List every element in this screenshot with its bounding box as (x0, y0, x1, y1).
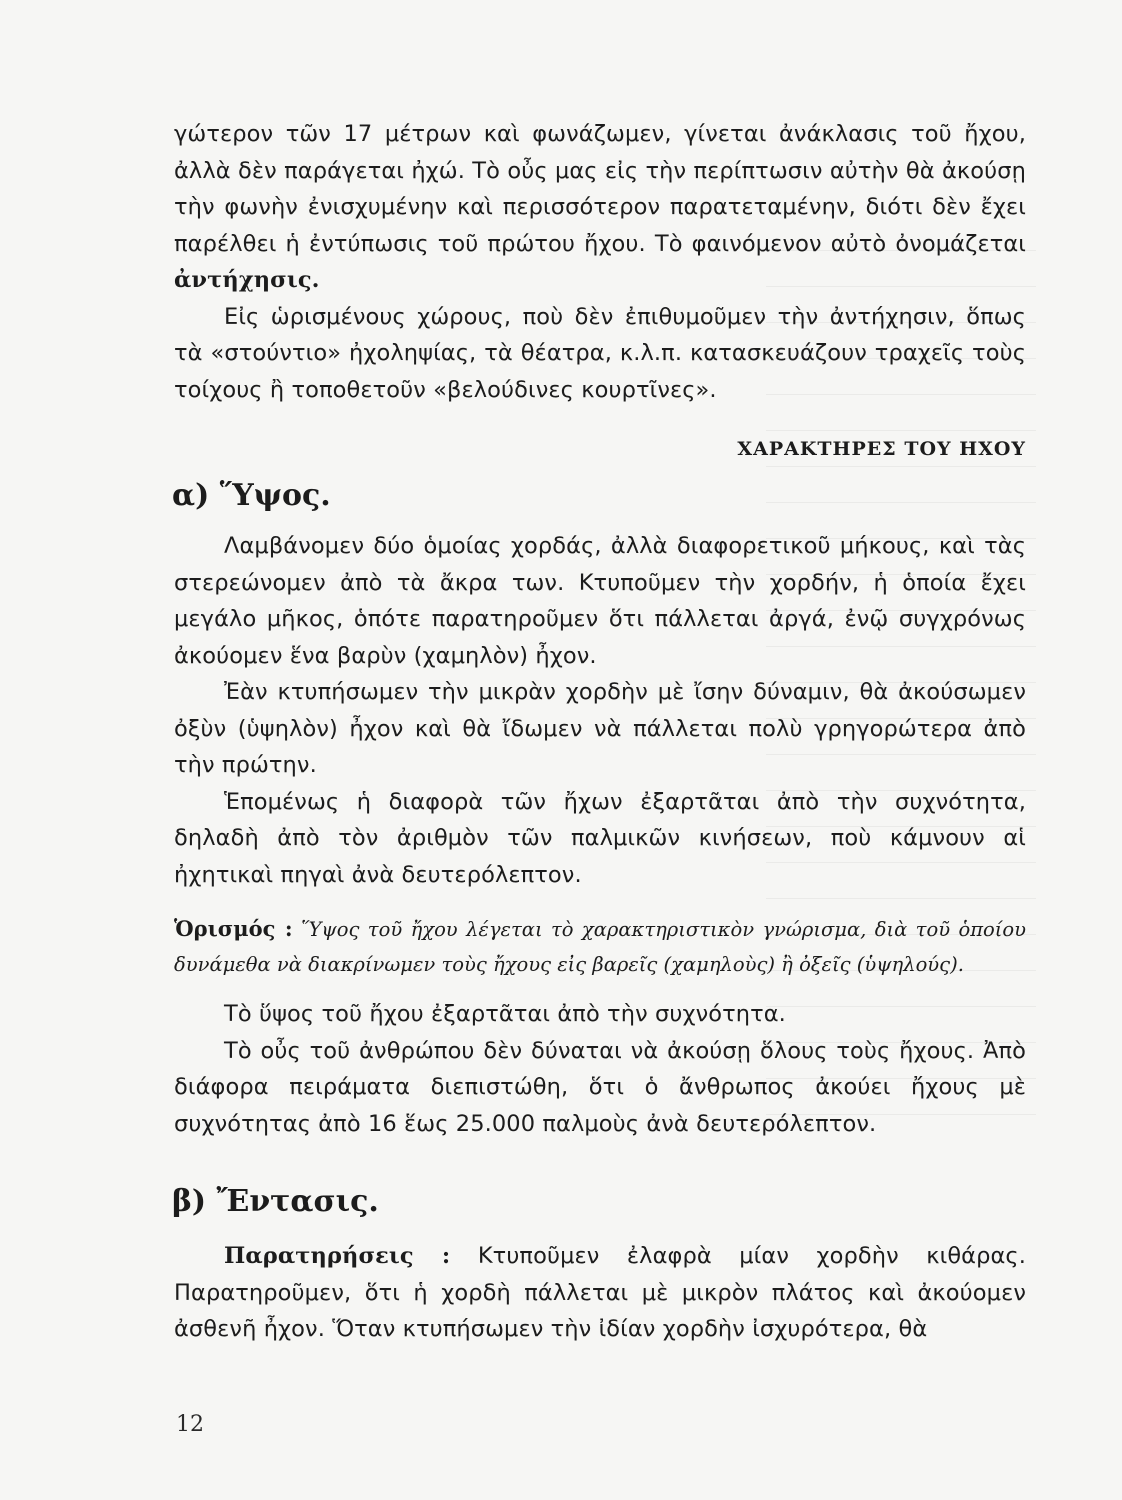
page-number: 12 (176, 1412, 204, 1437)
definition-block (174, 911, 1026, 982)
paragraph-strings-experiment: Λαμβάνομεν δύο ὁμοίας χορδάς, ἀλλὰ διαφορετικοῦ μήκους, καὶ τὰς στερεώνομεν ἀπὸ τὰ ἄκρα των. Κτυποῦμεν τὴν χορδήν, ἡ ὁποία ἔχει μεγάλο μῆκος, ὁπότε παρατηροῦμεν ὅτι πάλλεται ἀργά, ἐνῷ συγχρόνως ἀκούομεν ἕνα βαρὺν (χαμηλὸν) ἦχον. (174, 533, 1026, 669)
paragraph-echo-intro: γώτερον τῶν 17 μέτρων καὶ φωνάζωμεν, γίνεται ἀνάκλασις τοῦ ἤχου, ἀλλὰ δὲν παράγεται ἠχώ. Τὸ οὖς μας εἰς τὴν περίπτωσιν αὐτὴν θὰ ἀκούσῃ τὴν φωνὴν ἐνισχυμένην καὶ περισσότερον παρατεταμένην, διότι δὲν ἔχει παρέλθει ἡ ἐντύπωσις τοῦ πρώτου ἤχου. Τὸ φαινόμενον αὐτὸ ὀνομάζεται ἀντήχησις. (174, 121, 1026, 293)
section-heading-intensity: β) Ἔντασις. (172, 1184, 379, 1219)
paragraph-short-string: Ἐὰν κτυπήσωμεν τὴν μικρὰν χορδὴν μὲ ἴσην δύναμιν, θὰ ἀκούσωμεν ὀξὺν (ὑψηλὸν) ἦχον καὶ θὰ ἴδωμεν νὰ πάλλεται πολὺ γρηγορώτερα ἀπὸ τὴν πρώτην. (174, 679, 1026, 778)
paragraph-frequency: Ἑπομένως ἡ διαφορὰ τῶν ἤχων ἐξαρτᾶται ἀπὸ τὴν συχνότητα, δηλαδὴ ἀπὸ τὸν ἀριθμὸν τῶν παλμικῶν κινήσεων, ποὺ κάμνουν αἱ ἠχητικαὶ πηγαὶ ἀνὰ δευτερόλεπτον. (174, 788, 1026, 888)
observations-label: Παρατηρήσεις : (224, 1243, 451, 1269)
paragraph-hearing-range: Τὸ οὖς τοῦ ἀνθρώπου δὲν δύναται νὰ ἀκούσῃ ὅλους τοὺς ἤχους. Ἀπὸ διάφορα πειράματα διεπιστώθη, ὅτι ὁ ἄνθρωπος ἀκούει ἤχους μὲ συχνότητας ἀπὸ 16 ἕως 25.000 παλμοὺς ἀνὰ δευτερόλεπτον. (174, 1037, 1026, 1137)
term-antichisis: ἀντήχησις. (174, 267, 320, 293)
paragraph-studios: Εἰς ὡρισμένους χώρους, ποὺ δὲν ἐπιθυμοῦμεν τὴν ἀντήχησιν, ὅπως τὰ «στούντιο» ἠχοληψίας, τὰ θέατρα, κ.λ.π. κατασκευάζουν τραχεῖς τοὺς τοίχους ἢ τοποθετοῦν «βελούδινες κουρτῖνες». (174, 303, 1026, 403)
page-content (174, 116, 1026, 1348)
definition-label: Ὁρισμός : (174, 916, 293, 941)
chapter-heading: ΧΑΡΑΚΤΗΡΕΣ ΤΟΥ ΗΧΟΥ (737, 438, 1026, 460)
definition-text: Ὕψος τοῦ ἤχου λέγεται τὸ χαρακτηριστικὸν γνώρισμα, διὰ τοῦ ὁποίου δυνάμεθα νὰ διακρίνωμεν τοὺς ἤχους εἰς βαρεῖς (χαμηλοὺς) ἢ ὀξεῖς (ὑψηλούς). (174, 918, 1026, 976)
section-heading-pitch: α) Ὕψος. (172, 478, 331, 513)
paragraph-pitch-frequency: Τὸ ὕψος τοῦ ἤχου ἐξαρτᾶται ἀπὸ τὴν συχνότητα. (224, 1001, 786, 1027)
paragraph-observations: Παρατηρήσεις : Κτυποῦμεν ἐλαφρὰ μίαν χορδὴν κιθάρας. Παρατηροῦμεν, ὅτι ἡ χορδὴ πάλλεται μὲ μικρὸν πλάτος καὶ ἀκούομεν ἀσθενῆ ἦχον. Ὅταν κτυπήσωμεν τὴν ἰδίαν χορδὴν ἰσχυρότερα, θὰ (174, 1243, 1026, 1342)
